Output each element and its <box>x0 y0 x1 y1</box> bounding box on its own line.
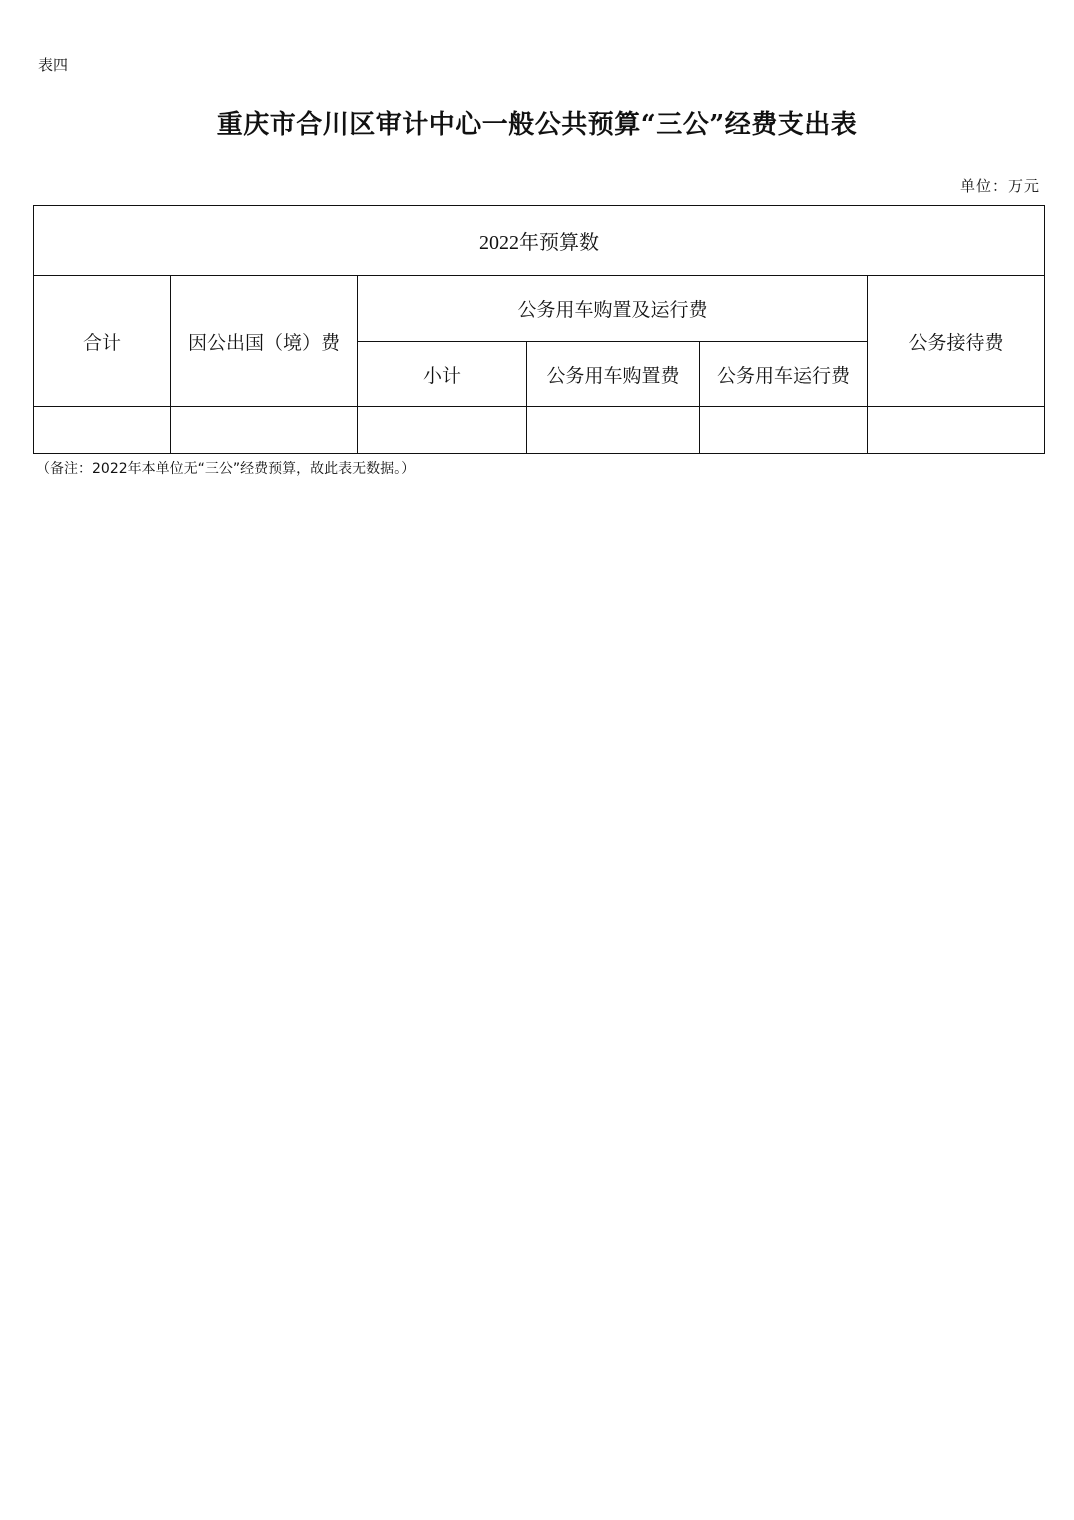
three-public-expenses-table <box>33 205 1045 454</box>
year-header-cell: 2022年预算数 <box>34 206 1045 276</box>
subtotal-value-cell <box>358 407 527 454</box>
column-header-row-1 <box>34 276 1045 342</box>
abroad-value-cell <box>171 407 358 454</box>
unit-label: 单位：万元 <box>959 177 1040 195</box>
vehicle-operation-value-cell <box>700 407 868 454</box>
total-value-cell <box>34 407 171 454</box>
footnote: （备注：2022年本单位无“三公”经费预算，故此表无数据。） <box>36 461 416 477</box>
vehicle-group-header: 公务用车购置及运行费 <box>358 276 868 342</box>
vehicle-operation-header: 公务用车运行费 <box>700 342 868 407</box>
table-number-label: 表四 <box>38 56 69 74</box>
vehicle-purchase-header: 公务用车购置费 <box>527 342 700 407</box>
page-title: 重庆市合川区审计中心一般公共预算“三公”经费支出表 <box>216 110 858 140</box>
total-header: 合计 <box>34 276 171 407</box>
abroad-expense-header: 因公出国（境）费 <box>171 276 358 407</box>
reception-expense-header: 公务接待费 <box>868 276 1045 407</box>
year-header-row <box>34 206 1045 276</box>
table-row <box>34 407 1045 454</box>
vehicle-purchase-value-cell <box>527 407 700 454</box>
subtotal-header: 小计 <box>358 342 527 407</box>
reception-value-cell <box>868 407 1045 454</box>
